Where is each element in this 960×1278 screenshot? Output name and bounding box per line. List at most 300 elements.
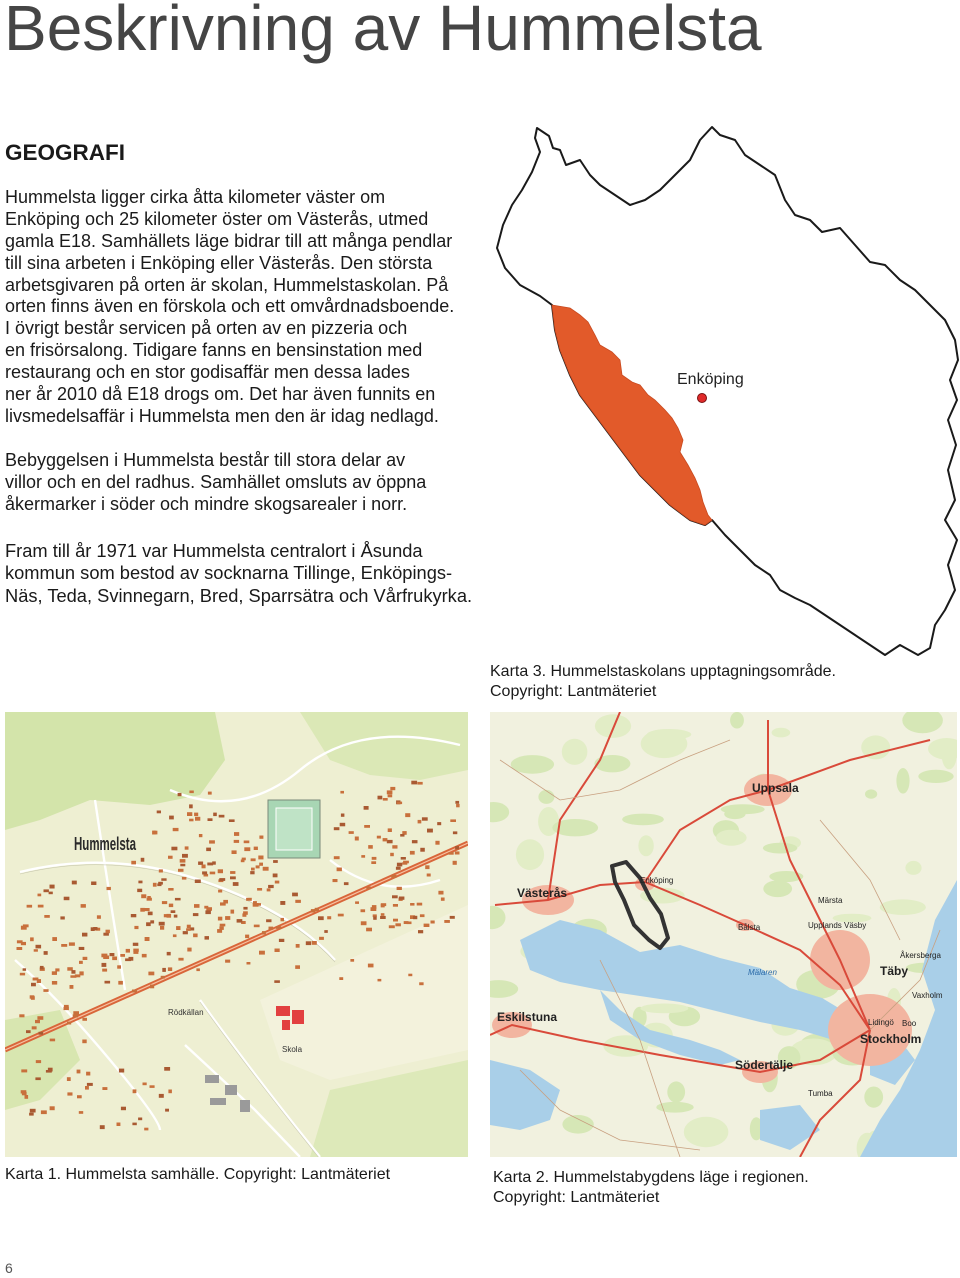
house-marker — [274, 980, 280, 983]
house-marker — [390, 853, 394, 856]
house-marker — [388, 828, 392, 832]
forest-patch — [647, 729, 691, 740]
house-marker — [233, 882, 239, 886]
house-marker — [324, 930, 328, 933]
house-marker — [424, 924, 430, 927]
house-marker — [234, 832, 239, 836]
house-marker — [159, 922, 165, 926]
house-marker — [306, 941, 311, 945]
house-marker — [381, 913, 385, 916]
forest-patch — [865, 789, 877, 798]
house-marker — [81, 904, 86, 908]
forest-patch — [538, 790, 554, 804]
house-marker — [230, 876, 236, 879]
house-marker — [205, 936, 210, 940]
house-marker — [161, 878, 166, 881]
house-marker — [126, 949, 130, 953]
upplands-vasby-label: Upplands Väsby — [808, 921, 867, 930]
house-marker — [178, 869, 184, 872]
house-marker — [206, 848, 211, 852]
house-marker — [219, 878, 225, 881]
house-marker — [86, 1072, 90, 1076]
house-marker — [133, 943, 139, 946]
house-marker — [195, 817, 200, 821]
house-marker — [455, 801, 459, 804]
house-marker — [204, 906, 208, 909]
house-marker — [85, 1086, 89, 1090]
school-building — [292, 1010, 304, 1024]
marsta-label: Märsta — [818, 896, 843, 905]
house-marker — [419, 982, 423, 985]
forest-patch — [730, 712, 744, 729]
house-marker — [245, 935, 249, 939]
house-marker — [137, 889, 142, 892]
text-line: Näs, Teda, Svinnegarn, Bred, Sparrsätra och Vårfrukyrka. — [5, 584, 473, 606]
house-marker — [187, 925, 191, 929]
house-marker — [437, 822, 441, 825]
house-marker — [150, 1085, 155, 1088]
forest-patch — [622, 814, 664, 826]
house-marker — [208, 792, 212, 795]
boo-label: Boo — [902, 1019, 917, 1028]
house-marker — [334, 827, 340, 830]
house-marker — [257, 903, 261, 906]
house-marker — [189, 804, 193, 808]
house-marker — [455, 851, 460, 854]
house-marker — [350, 959, 354, 962]
house-marker — [207, 863, 213, 866]
house-marker — [171, 847, 177, 851]
map2-caption — [493, 1168, 809, 1208]
house-marker — [174, 915, 178, 918]
house-marker — [117, 1123, 121, 1127]
house-marker — [52, 971, 57, 975]
house-marker — [168, 888, 173, 891]
house-marker — [107, 887, 111, 890]
house-marker — [44, 889, 49, 892]
house-marker — [397, 887, 402, 890]
house-marker — [71, 970, 75, 974]
house-marker — [361, 855, 365, 858]
text-line: kommun som bestod av socknarna Tillinge, Enköpings- — [5, 562, 453, 584]
house-marker — [220, 902, 226, 905]
house-marker — [27, 905, 32, 908]
house-marker — [193, 934, 198, 938]
house-marker — [381, 903, 386, 906]
house-marker — [162, 901, 167, 904]
house-marker — [64, 1005, 69, 1008]
house-marker — [23, 968, 27, 971]
text-line: orten finns även en förskola och ett omvårdnadsboende. — [5, 296, 455, 317]
house-marker — [232, 850, 237, 854]
house-marker — [19, 1014, 24, 1017]
house-marker — [102, 1087, 107, 1090]
house-marker — [150, 985, 154, 989]
house-marker — [153, 883, 157, 887]
house-marker — [366, 928, 372, 932]
house-marker — [210, 872, 216, 875]
house-marker — [178, 958, 183, 961]
paragraph-buildings — [5, 450, 485, 516]
house-marker — [52, 981, 57, 985]
house-marker — [441, 898, 445, 901]
house-marker — [121, 1107, 126, 1111]
house-marker — [275, 949, 280, 953]
house-marker — [43, 989, 48, 992]
house-marker — [450, 819, 456, 822]
balsta-label: Bålsta — [738, 923, 761, 932]
house-marker — [105, 981, 111, 984]
house-marker — [231, 910, 235, 914]
house-marker — [259, 836, 263, 839]
forest-patch — [511, 755, 554, 774]
house-marker — [199, 834, 203, 837]
house-marker — [431, 921, 435, 924]
house-marker — [340, 823, 346, 827]
house-marker — [339, 977, 343, 980]
house-marker — [450, 916, 455, 919]
house-marker — [169, 904, 173, 908]
house-marker — [140, 908, 145, 912]
house-marker — [147, 896, 151, 900]
forest-patch — [763, 880, 792, 897]
akersberga-label: Åkersberga — [900, 951, 941, 960]
forest-patch — [667, 1081, 685, 1102]
house-marker — [202, 871, 207, 874]
house-marker — [355, 837, 359, 841]
house-marker — [152, 831, 156, 835]
house-marker — [269, 927, 274, 930]
house-marker — [193, 913, 199, 916]
caption-line: Copyright: Lantmäteriet — [493, 1189, 660, 1206]
house-marker — [142, 954, 147, 958]
house-marker — [219, 815, 225, 818]
house-marker — [69, 942, 75, 945]
house-marker — [117, 965, 121, 968]
house-marker — [422, 817, 428, 820]
house-marker — [410, 851, 415, 855]
house-marker — [420, 848, 425, 852]
house-marker — [392, 845, 397, 848]
house-marker — [194, 813, 198, 817]
skola-map-label: Skola — [282, 1045, 303, 1054]
house-marker — [412, 840, 418, 843]
house-marker — [244, 847, 250, 851]
house-marker — [97, 915, 101, 919]
house-marker — [106, 930, 110, 934]
house-marker — [183, 931, 188, 934]
enkoping-label: Enköping — [677, 371, 744, 388]
house-marker — [32, 1026, 37, 1029]
forest-patch — [656, 1102, 693, 1113]
house-marker — [247, 962, 251, 965]
house-marker — [408, 974, 412, 977]
house-marker — [158, 882, 163, 885]
house-marker — [403, 861, 409, 864]
house-marker — [397, 802, 402, 805]
house-marker — [25, 1095, 29, 1099]
paragraph-geography — [5, 187, 485, 428]
house-marker — [91, 882, 96, 886]
house-marker — [141, 894, 146, 898]
house-marker — [420, 914, 425, 917]
house-marker — [279, 939, 284, 942]
house-marker — [251, 858, 256, 861]
text-line: en frisörsalong. Tidigare fanns en bensinstation med — [5, 340, 423, 361]
house-marker — [21, 1090, 27, 1093]
house-marker — [41, 1110, 47, 1114]
house-marker — [180, 859, 186, 863]
vasteras-label: Västerås — [517, 886, 568, 900]
house-marker — [173, 828, 179, 831]
house-marker — [266, 919, 271, 922]
house-marker — [143, 1083, 147, 1086]
house-marker — [244, 841, 250, 844]
house-marker — [230, 871, 235, 874]
house-marker — [70, 975, 76, 978]
house-marker — [372, 857, 377, 860]
house-marker — [390, 787, 395, 790]
house-marker — [185, 846, 189, 849]
forest-patch — [896, 768, 909, 794]
forest-patch — [594, 755, 630, 772]
house-marker — [417, 782, 422, 785]
house-marker — [103, 956, 109, 960]
forest-patch — [716, 830, 747, 846]
house-marker — [218, 869, 223, 873]
house-marker — [44, 915, 50, 918]
forest-patch — [724, 809, 745, 819]
house-marker — [396, 867, 401, 870]
house-marker — [392, 895, 398, 898]
house-marker — [364, 825, 370, 828]
text-line: ner år 2010 då E18 drogs om. Det har även funnits en — [5, 384, 436, 405]
tumba-label: Tumba — [808, 1089, 833, 1098]
house-marker — [38, 894, 42, 897]
house-marker — [319, 937, 324, 940]
map-catchment-area — [490, 120, 960, 665]
house-marker — [52, 937, 57, 941]
house-marker — [189, 819, 193, 822]
house-marker — [44, 951, 48, 955]
house-marker — [364, 806, 369, 810]
house-marker — [338, 914, 344, 917]
house-marker — [417, 903, 423, 906]
house-marker — [35, 1020, 40, 1023]
house-marker — [55, 968, 59, 971]
enkoping-label: Enköping — [640, 876, 674, 885]
house-marker — [187, 948, 191, 952]
house-marker — [377, 836, 381, 839]
house-marker — [100, 1125, 105, 1129]
house-marker — [138, 1118, 142, 1121]
house-marker — [35, 1077, 40, 1080]
text-line: Bebyggelsen i Hummelsta består till stora delar av — [5, 450, 406, 470]
house-marker — [312, 941, 317, 945]
house-marker — [82, 1018, 87, 1021]
section-heading: GEOGRAFI — [5, 140, 126, 165]
house-marker — [258, 856, 263, 860]
house-marker — [251, 868, 255, 871]
house-marker — [453, 861, 457, 865]
house-marker — [189, 791, 193, 794]
house-marker — [38, 905, 44, 908]
house-marker — [218, 917, 222, 921]
house-marker — [395, 923, 401, 926]
house-marker — [17, 940, 23, 943]
house-marker — [30, 1109, 36, 1113]
house-marker — [79, 947, 85, 950]
house-marker — [378, 979, 382, 982]
house-marker — [48, 1068, 53, 1072]
house-marker — [146, 922, 151, 926]
house-marker — [34, 949, 38, 952]
house-marker — [219, 926, 223, 930]
house-marker — [72, 881, 77, 885]
house-marker — [49, 892, 53, 895]
house-marker — [361, 909, 366, 912]
house-marker — [180, 864, 185, 867]
house-marker — [164, 1067, 170, 1071]
house-marker — [393, 904, 398, 907]
house-marker — [112, 957, 117, 961]
house-marker — [60, 916, 64, 919]
house-marker — [418, 820, 422, 824]
house-marker — [213, 813, 217, 817]
uppsala-label: Uppsala — [752, 781, 799, 795]
house-marker — [21, 926, 27, 930]
house-marker — [371, 861, 376, 864]
house-marker — [344, 882, 349, 885]
house-marker — [162, 968, 166, 972]
house-marker — [383, 798, 388, 801]
house-marker — [37, 1016, 43, 1020]
paragraph-history — [5, 540, 485, 607]
house-marker — [254, 847, 258, 850]
text-line: restaurang och en stor godisaffär men dessa lades — [5, 362, 410, 383]
house-marker — [31, 996, 35, 1000]
house-marker — [132, 1123, 136, 1126]
house-marker — [37, 979, 41, 983]
house-marker — [168, 967, 172, 971]
house-marker — [349, 831, 354, 834]
house-marker — [144, 908, 149, 911]
house-marker — [438, 891, 443, 895]
forest-patch — [562, 739, 588, 765]
house-marker — [380, 916, 386, 919]
school-building — [282, 1020, 290, 1030]
house-marker — [40, 966, 44, 969]
house-marker — [30, 937, 34, 941]
house-marker — [79, 971, 83, 975]
house-marker — [355, 901, 359, 904]
house-marker — [61, 944, 67, 947]
house-marker — [79, 1111, 83, 1114]
house-marker — [418, 930, 423, 933]
house-marker — [333, 879, 338, 882]
house-marker — [29, 1113, 34, 1116]
forest-patch — [640, 1004, 688, 1014]
house-marker — [292, 893, 298, 897]
house-marker — [225, 960, 230, 963]
house-marker — [73, 1011, 79, 1015]
house-marker — [243, 911, 248, 915]
house-marker — [259, 951, 265, 955]
house-marker — [243, 907, 247, 910]
house-marker — [295, 900, 301, 903]
house-marker — [145, 937, 150, 941]
house-marker — [296, 944, 300, 948]
forest-patch — [763, 843, 797, 854]
house-marker — [387, 790, 393, 794]
house-marker — [393, 919, 398, 922]
house-marker — [20, 973, 25, 976]
house-marker — [389, 925, 395, 928]
house-marker — [372, 905, 377, 909]
house-marker — [133, 1089, 137, 1093]
house-marker — [449, 852, 454, 855]
house-marker — [182, 877, 187, 880]
house-marker — [167, 952, 171, 956]
house-marker — [208, 818, 213, 821]
municipality-outline — [497, 127, 958, 655]
house-marker — [159, 1094, 164, 1098]
house-marker — [198, 862, 203, 865]
hummelsta-map-label: Hummelsta — [74, 834, 137, 854]
house-marker — [64, 897, 70, 901]
house-marker — [21, 1069, 27, 1072]
house-marker — [425, 865, 429, 869]
house-marker — [411, 781, 417, 785]
house-marker — [82, 1040, 86, 1044]
house-marker — [399, 897, 405, 900]
house-marker — [237, 919, 243, 923]
house-marker — [157, 811, 161, 814]
text-line: I övrigt består servicen på orten av en pizzeria och — [5, 318, 408, 339]
house-marker — [17, 947, 23, 950]
house-marker — [93, 927, 97, 930]
house-marker — [391, 875, 396, 878]
house-marker — [427, 829, 433, 833]
house-marker — [234, 840, 239, 843]
house-marker — [262, 931, 266, 934]
house-marker — [131, 914, 137, 917]
house-marker — [327, 916, 331, 919]
house-marker — [82, 933, 87, 937]
house-marker — [132, 990, 137, 993]
enkoping-marker-icon — [698, 394, 707, 403]
forest-patch — [684, 1117, 729, 1147]
house-marker — [253, 901, 257, 904]
house-marker — [397, 863, 402, 867]
page-number: 6 — [5, 1260, 13, 1276]
forest-patch — [864, 1087, 883, 1108]
house-marker — [400, 834, 404, 837]
caption-line: Karta 2. Hummelstabygdens läge i regionen. — [493, 1169, 809, 1186]
house-marker — [413, 916, 417, 919]
house-marker — [79, 961, 83, 964]
house-marker — [250, 871, 254, 874]
house-marker — [50, 1106, 55, 1110]
house-marker — [120, 954, 125, 957]
house-marker — [195, 880, 201, 884]
house-marker — [131, 861, 136, 865]
house-marker — [435, 841, 439, 845]
house-marker — [259, 863, 263, 866]
house-marker — [337, 868, 342, 872]
house-marker — [410, 903, 414, 906]
house-marker — [150, 920, 154, 923]
